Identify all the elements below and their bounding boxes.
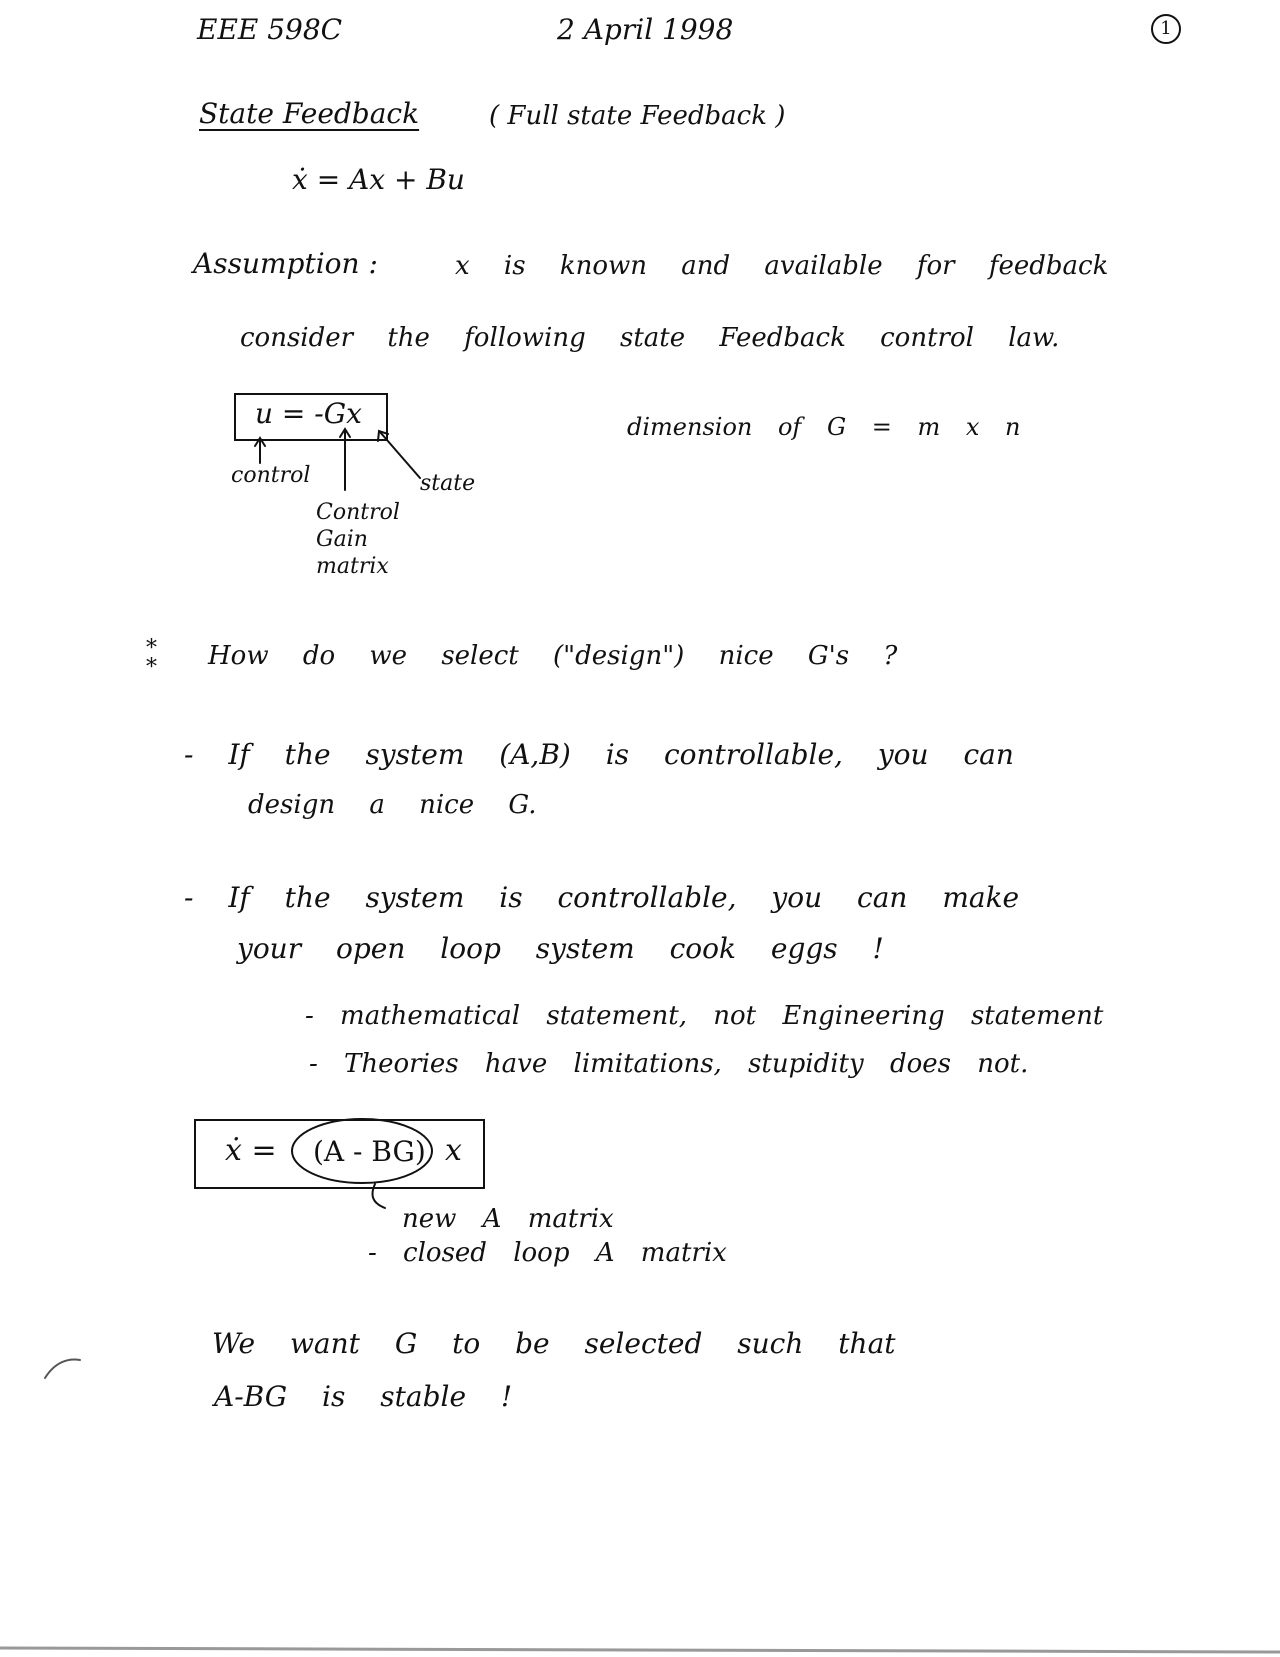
lecture-date: 2 April 1998 (557, 13, 734, 46)
scan-mark (45, 1360, 80, 1378)
scan-bottom-edge (0, 1648, 1280, 1652)
bullet-2-line-1: - If the system is controllable, you can make (184, 881, 1020, 914)
gain-annotation-line2: Gain (316, 527, 368, 552)
sub-bullet-1: - mathematical statement, not Engineering statement (305, 1001, 1104, 1031)
new-a-annotation: new A matrix (402, 1204, 614, 1234)
assumption-label: Assumption : (193, 247, 378, 280)
page-number: 1 (1151, 14, 1181, 44)
assumption-text: x is known and available for feedback (455, 251, 1109, 281)
gain-annotation-line3: matrix (316, 554, 389, 579)
conclusion-line-1: We want G to be selected such that (212, 1327, 896, 1360)
gain-annotation-line1: Control (316, 500, 400, 525)
closed-loop-matrix: (A - BG) (313, 1135, 426, 1168)
conclusion-line-2: A-BG is stable ! (214, 1380, 513, 1413)
course-code: EEE 598C (197, 13, 343, 46)
section-subtitle: ( Full state Feedback ) (489, 101, 786, 131)
system-equation: ẋ = Ax + Bu (292, 163, 465, 196)
section-title: State Feedback (199, 97, 420, 130)
dimension-note: dimension of G = m x n (627, 413, 1021, 441)
control-annotation: control (231, 463, 311, 488)
bullet-1-line-2: design a nice G. (248, 790, 537, 820)
emphasis-stars: * * (146, 636, 157, 680)
closed-loop-lhs: ẋ = (225, 1133, 277, 1168)
design-question: How do we select ("design") nice G's ? (208, 641, 898, 671)
state-annotation: state (420, 471, 476, 496)
sub-bullet-2: - Theories have limitations, stupidity does not. (309, 1049, 1029, 1079)
consider-text: consider the following state Feedback control law. (240, 323, 1060, 353)
control-law-equation: u = -Gx (255, 397, 362, 430)
closed-loop-annotation: - closed loop A matrix (368, 1238, 727, 1268)
closed-loop-rhs: x (445, 1133, 462, 1168)
bullet-2-line-2: your open loop system cook eggs ! (237, 932, 884, 965)
bullet-1-line-1: - If the system (A,B) is controllable, you can (184, 738, 1014, 771)
